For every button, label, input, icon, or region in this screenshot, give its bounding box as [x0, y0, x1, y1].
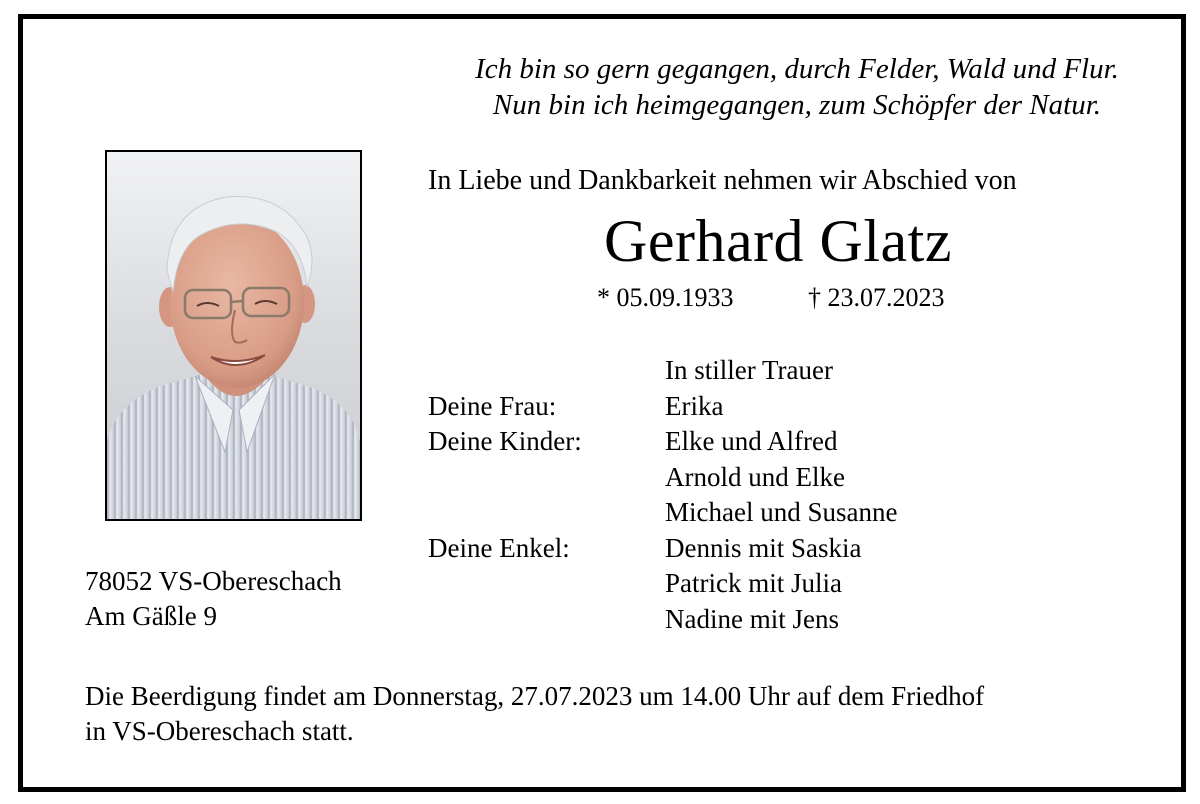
- mourner-names: In stiller Trauer: [665, 355, 833, 385]
- portrait-illustration: [107, 152, 360, 519]
- mourner-role: Deine Kinder:: [428, 426, 582, 456]
- deceased-name: Gerhard Glatz: [604, 208, 952, 274]
- funeral-notice: [85, 679, 1165, 749]
- funeral-notice-line-1: Die Beerdigung findet am Donnerstag, 27.07.2023 um 14.00 Uhr auf dem Friedhof: [85, 681, 985, 711]
- mourner-role: Deine Frau:: [428, 390, 557, 421]
- funeral-notice-line-2: in VS-Obereschach statt.: [85, 716, 354, 746]
- birth-date: * 05.09.1933: [597, 283, 734, 312]
- mourning-address: [85, 564, 342, 634]
- mourner-names: Dennis mit Saskia: [665, 532, 862, 563]
- mourner-role: Deine Enkel:: [428, 532, 570, 563]
- address-line-1: 78052 VS-Obereschach: [85, 566, 342, 596]
- mourner-names: Patrick mit Julia: [665, 568, 842, 598]
- farewell-intro: In Liebe und Dankbarkeit nehmen wir Abschied von: [428, 165, 1017, 196]
- poem-line-1: Ich bin so gern gegangen, durch Felder, Wald und Flur.: [475, 53, 1119, 85]
- poem-line-2: Nun bin ich heimgegangen, zum Schöpfer der Natur.: [492, 89, 1102, 121]
- death-date: † 23.07.2023: [808, 283, 945, 312]
- mourner-names: Elke und Alfred: [665, 426, 838, 456]
- address-line-2: Am Gäßle 9: [85, 601, 217, 631]
- portrait-photo: [105, 150, 362, 521]
- mourner-names: Nadine mit Jens: [665, 603, 839, 634]
- mourner-names: Erika: [665, 390, 724, 421]
- obituary-frame: [18, 14, 1186, 792]
- mourner-names: Michael und Susanne: [665, 497, 898, 527]
- mourner-names: Arnold und Elke: [665, 461, 845, 492]
